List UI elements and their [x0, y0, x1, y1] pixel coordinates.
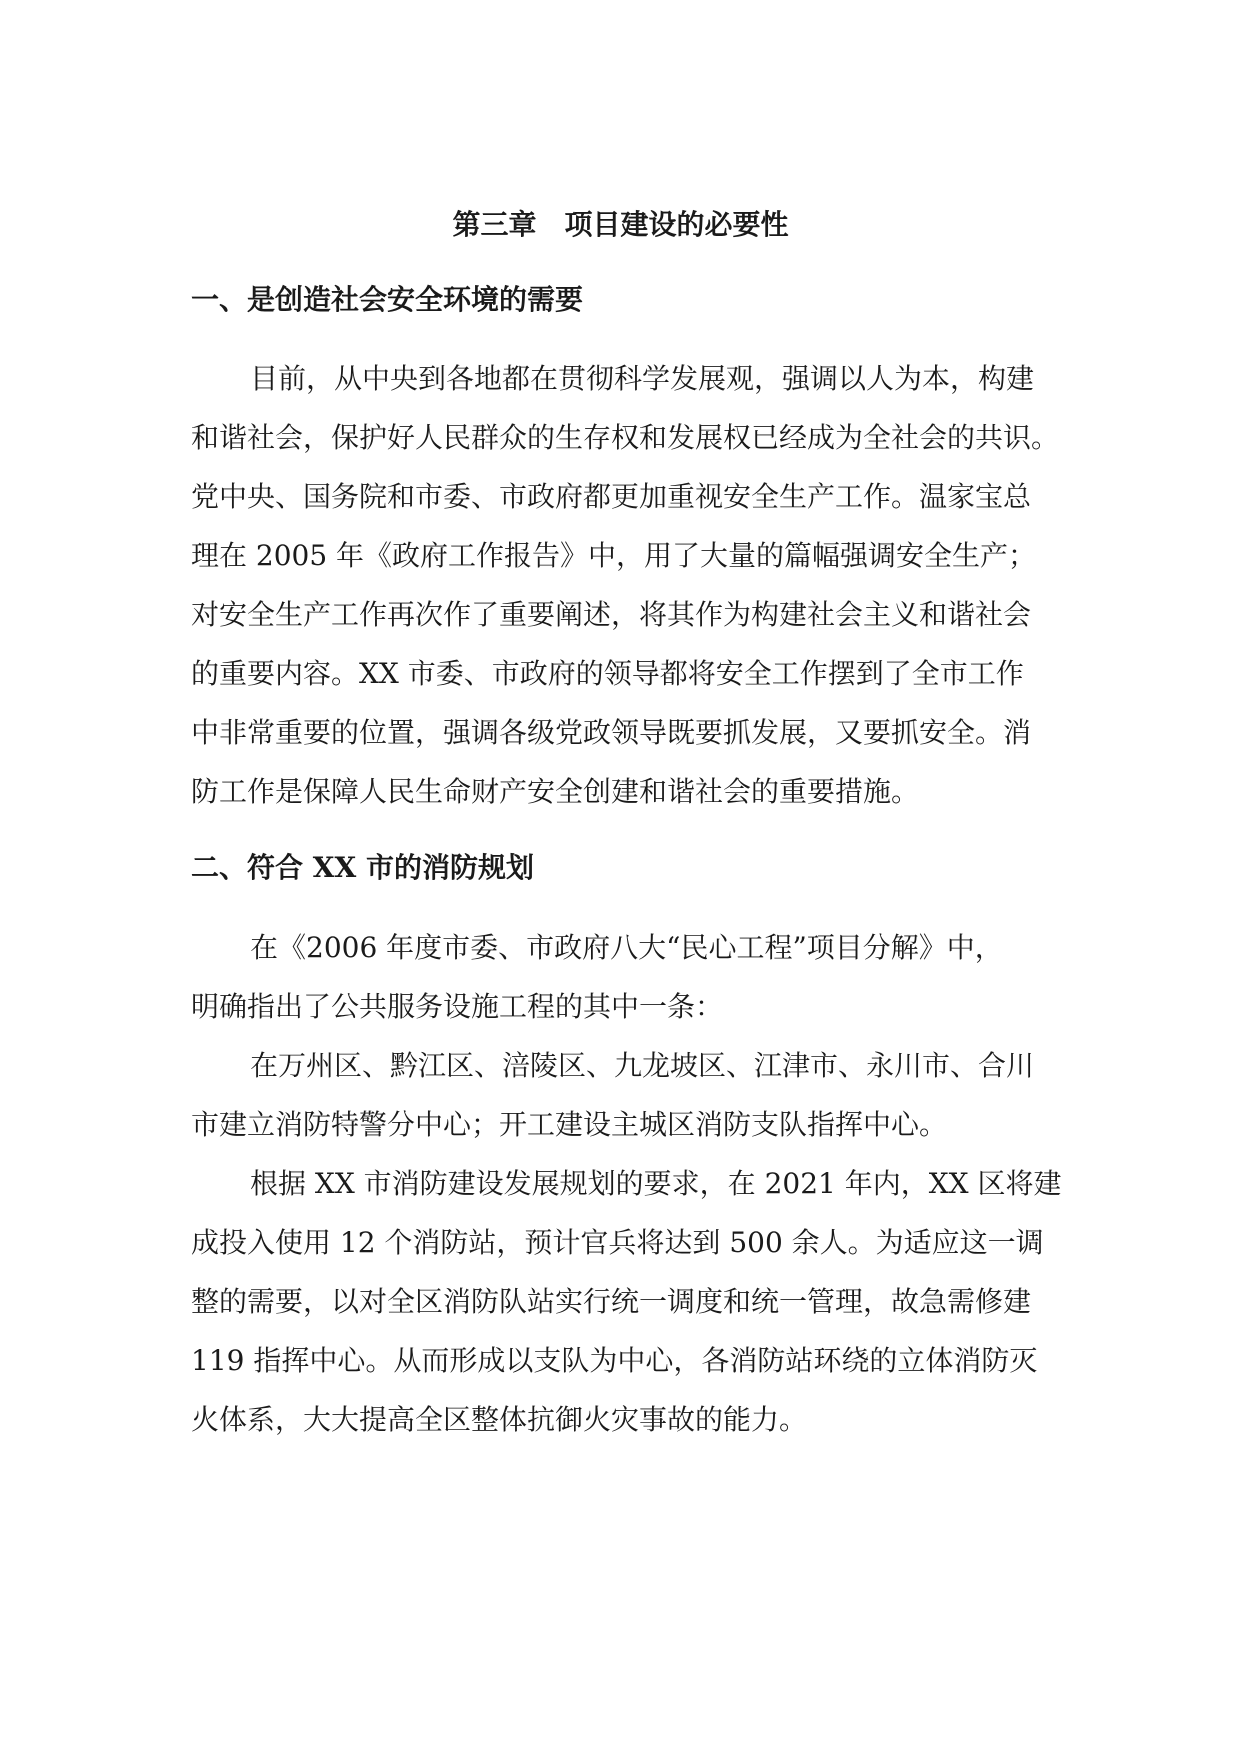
- paragraph-line: 党中央、国务院和市委、市政府都更加重视安全生产工作。温家宝总: [191, 480, 1032, 513]
- paragraph-line: 市建立消防特警分中心；开工建设主城区消防支队指挥中心。: [191, 1108, 948, 1141]
- paragraph-line: 中非常重要的位置，强调各级党政领导既要抓发展，又要抓安全。消: [191, 716, 1032, 749]
- paragraph-line: 在《2006 年度市委、市政府八大“民心工程”项目分解》中，: [250, 931, 1003, 964]
- paragraph-line: 整的需要，以对全区消防队站实行统一调度和统一管理，故急需修建: [191, 1285, 1032, 1318]
- paragraph-line: 明确指出了公共服务设施工程的其中一条：: [191, 990, 724, 1023]
- paragraph-line: 根据 XX 市消防建设发展规划的要求，在 2021 年内，XX 区将建: [250, 1167, 1062, 1200]
- paragraph-line: 目前，从中央到各地都在贯彻科学发展观，强调以人为本，构建: [250, 362, 1035, 395]
- section-heading-2: 二、符合 XX 市的消防规划: [191, 851, 534, 884]
- section-heading-1: 一、是创造社会安全环境的需要: [191, 283, 584, 316]
- paragraph-line: 防工作是保障人民生命财产安全创建和谐社会的重要措施。: [191, 775, 920, 808]
- paragraph-line: 在万州区、黔江区、涪陵区、九龙坡区、江津市、永川市、合川: [250, 1049, 1035, 1082]
- paragraph-line: 119 指挥中心。从而形成以支队为中心，各消防站环绕的立体消防灭: [191, 1344, 1038, 1377]
- chapter-title: 第三章 项目建设的必要性: [452, 208, 789, 241]
- paragraph-line: 对安全生产工作再次作了重要阐述，将其作为构建社会主义和谐社会: [191, 598, 1032, 631]
- paragraph-line: 的重要内容。XX 市委、市政府的领导都将安全工作摆到了全市工作: [191, 657, 1024, 690]
- paragraph-line: 理在 2005 年《政府工作报告》中，用了大量的篇幅强调安全生产；: [191, 539, 1037, 572]
- paragraph-line: 火体系，大大提高全区整体抗御火灾事故的能力。: [191, 1403, 808, 1436]
- paragraph-line: 成投入使用 12 个消防站，预计官兵将达到 500 余人。为适应这一调: [191, 1226, 1044, 1259]
- paragraph-line: 和谐社会，保护好人民群众的生存权和发展权已经成为全社会的共识。: [191, 421, 1060, 454]
